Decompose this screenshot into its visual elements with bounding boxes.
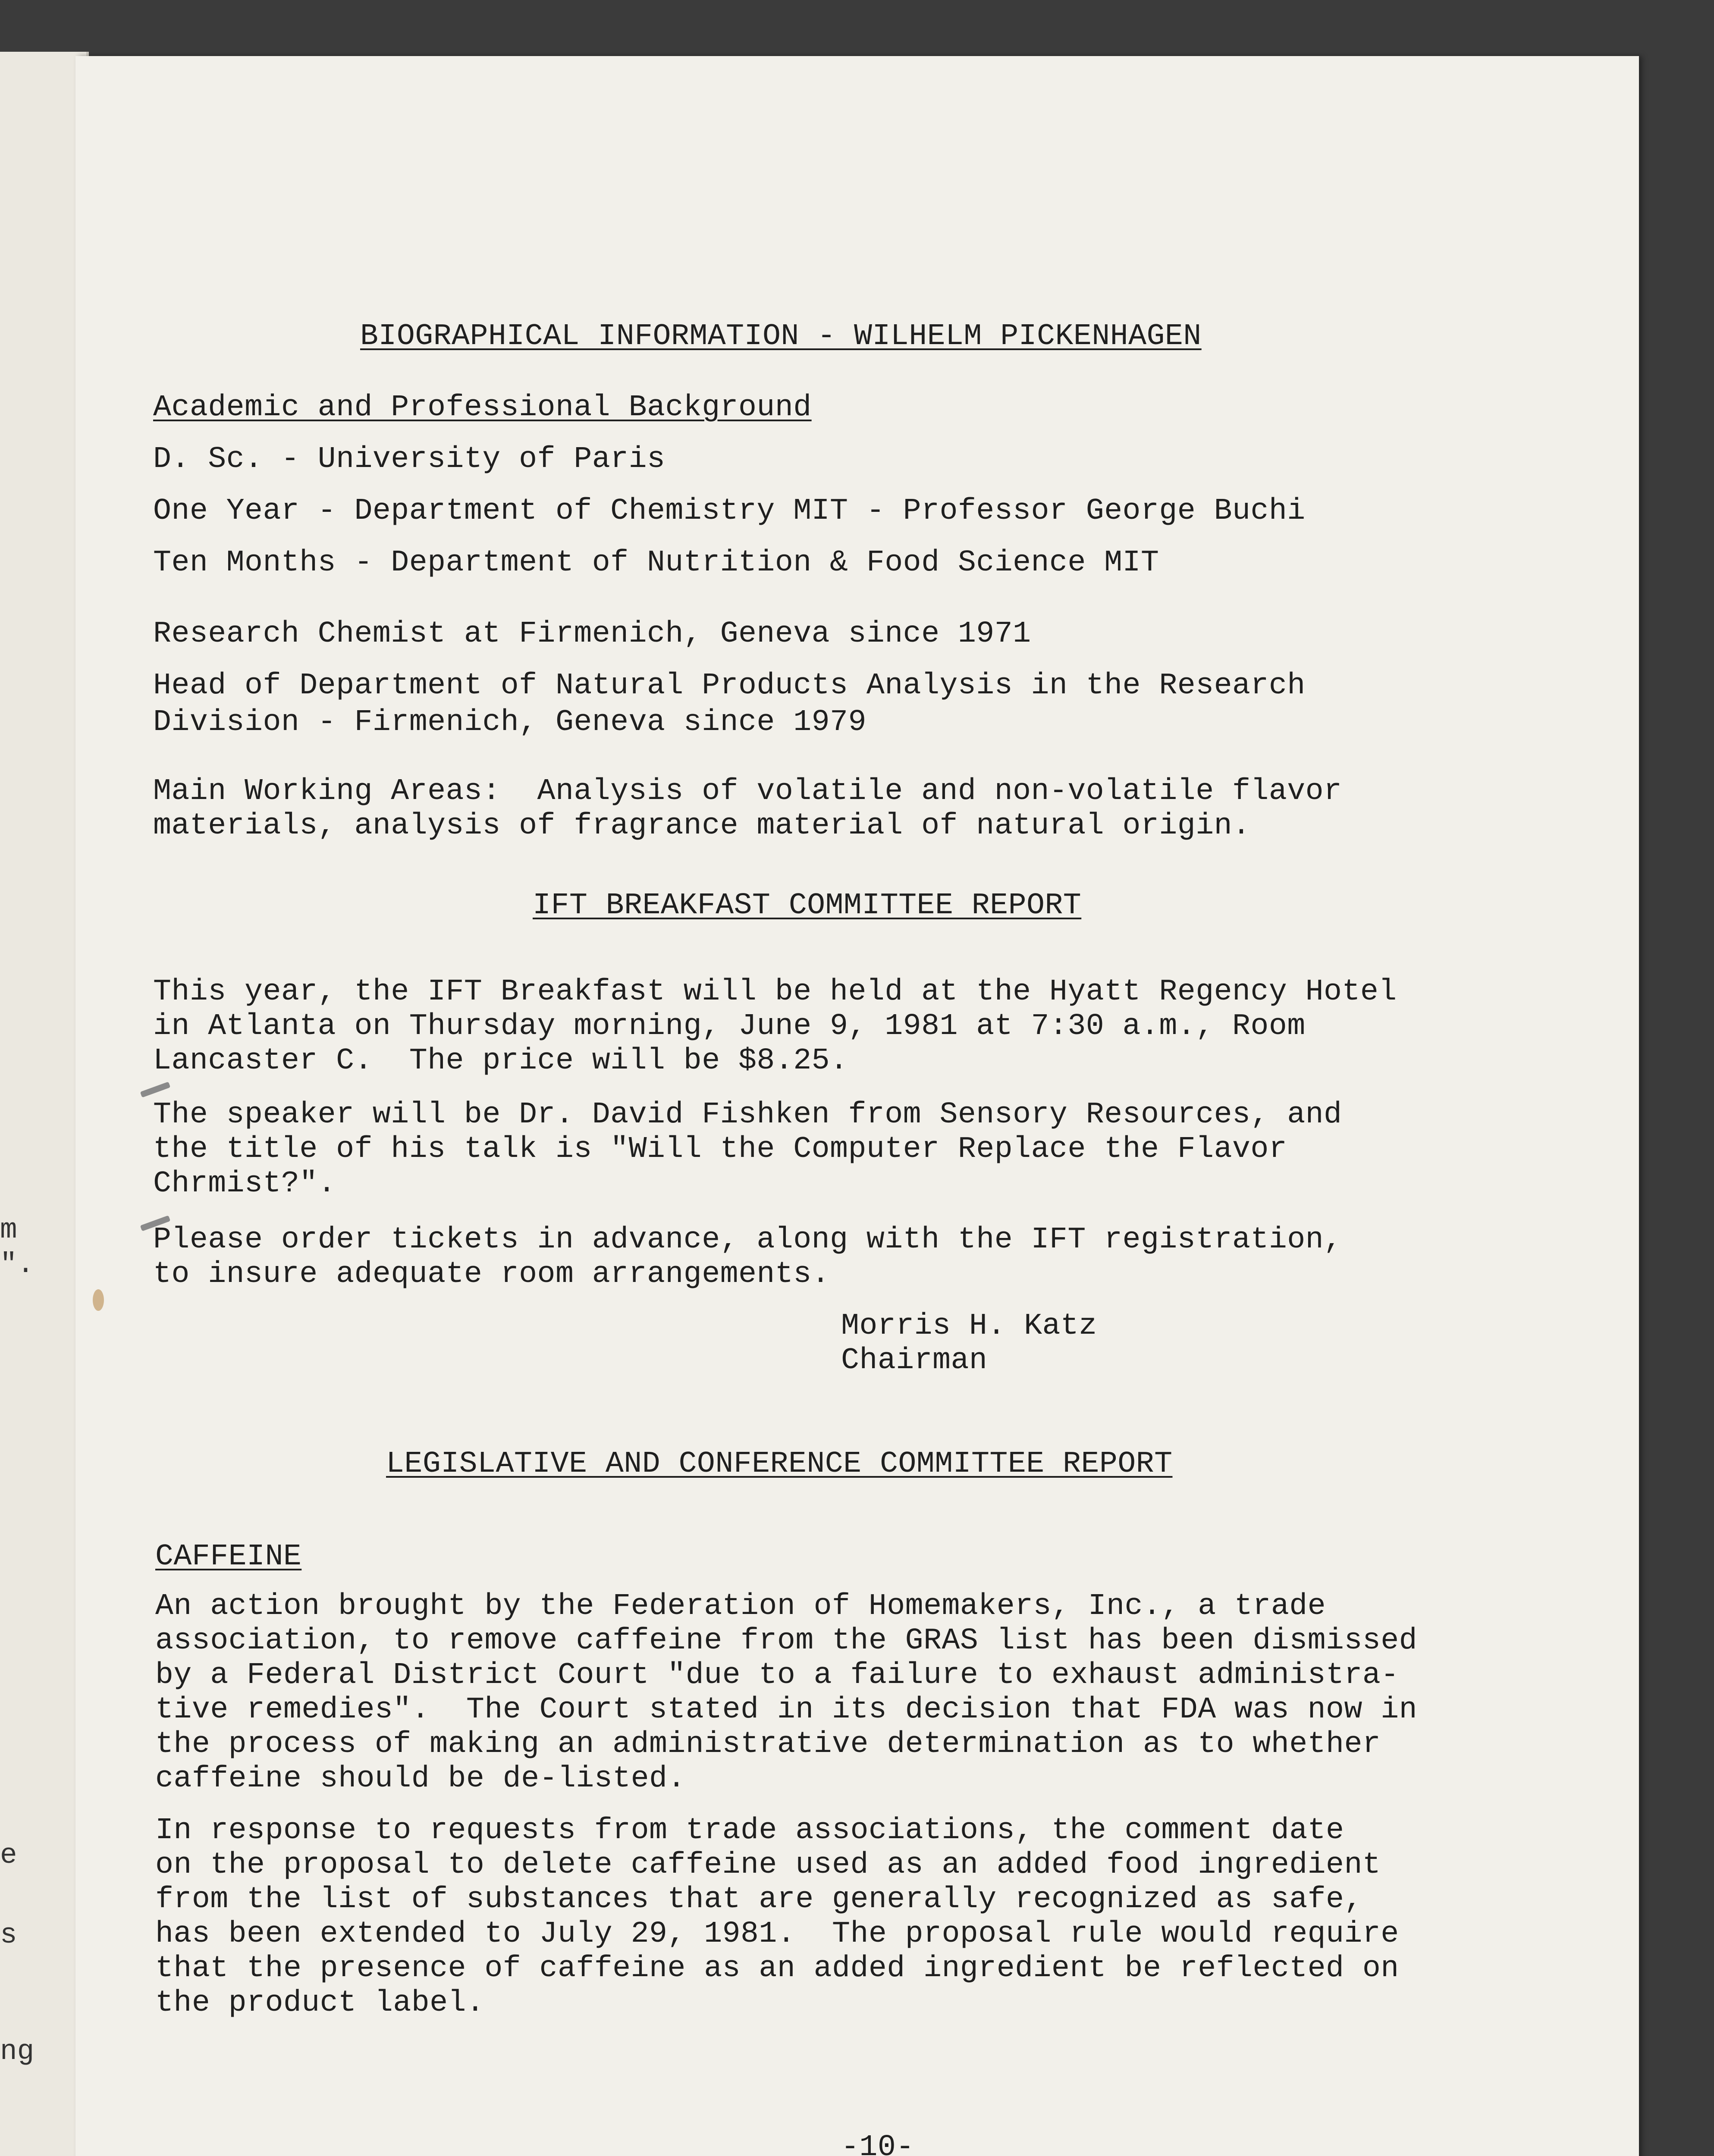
bio-line: Ten Months - Department of Nutrition & Food Science MIT: [153, 546, 1159, 580]
left-fragment: e: [0, 1839, 17, 1871]
caffeine-subheading: CAFFEINE: [155, 1540, 302, 1574]
document-page: [75, 56, 1639, 2156]
breakfast-line: The speaker will be Dr. David Fishken from Sensory Resources, and: [153, 1098, 1342, 1132]
signature-name: Morris H. Katz: [841, 1309, 1097, 1343]
left-fragment: ng: [0, 2035, 35, 2068]
signature-title: Chairman: [841, 1344, 988, 1378]
caffeine-line: association, to remove caffeine from the GRAS list has been dismissed: [155, 1624, 1418, 1658]
legislative-heading: LEGISLATIVE AND CONFERENCE COMMITTEE REPORT: [386, 1447, 1173, 1481]
caffeine-line: An action brought by the Federation of Homemakers, Inc., a trade: [155, 1589, 1326, 1623]
left-fragment: ".: [0, 1248, 35, 1281]
left-fragment: m: [0, 1214, 17, 1246]
caffeine-line: caffeine should be de-listed.: [155, 1762, 686, 1796]
bio-line: Head of Department of Natural Products Analysis in the Research: [153, 669, 1306, 703]
caffeine-line: the process of making an administrative determination as to whether: [155, 1727, 1381, 1761]
caffeine-line: from the list of substances that are generally recognized as safe,: [155, 1883, 1362, 1917]
caffeine-line: by a Federal District Court "due to a failure to exhaust administra-: [155, 1658, 1399, 1692]
bio-line: Division - Firmenich, Geneva since 1979: [153, 705, 866, 740]
left-fragment: s: [0, 1919, 17, 1951]
page-number: -10-: [841, 2131, 914, 2156]
bio-line: One Year - Department of Chemistry MIT - Professor George Buchi: [153, 494, 1306, 528]
breakfast-line: Please order tickets in advance, along with the IFT registration,: [153, 1223, 1342, 1257]
breakfast-line: in Atlanta on Thursday morning, June 9, 1981 at 7:30 a.m., Room: [153, 1009, 1306, 1044]
bio-line: Research Chemist at Firmenich, Geneva since 1971: [153, 617, 1031, 651]
caffeine-line: has been extended to July 29, 1981. The proposal rule would require: [155, 1917, 1399, 1951]
breakfast-line: the title of his talk is "Will the Computer Replace the Flavor: [153, 1132, 1287, 1166]
bio-heading: BIOGRAPHICAL INFORMATION - WILHELM PICKENHAGEN: [360, 320, 1202, 354]
breakfast-heading: IFT BREAKFAST COMMITTEE REPORT: [533, 889, 1082, 923]
bio-subheading: Academic and Professional Background: [153, 391, 812, 425]
breakfast-line: Chrmist?".: [153, 1167, 336, 1201]
breakfast-line: to insure adequate room arrangements.: [153, 1257, 830, 1291]
breakfast-line: Lancaster C. The price will be $8.25.: [153, 1044, 848, 1078]
bio-line: Main Working Areas: Analysis of volatile and non-volatile flavor: [153, 774, 1342, 808]
stain-spot: [93, 1289, 104, 1311]
bio-line: materials, analysis of fragrance material of natural origin.: [153, 809, 1251, 843]
caffeine-line: that the presence of caffeine as an added ingredient be reflected on: [155, 1952, 1399, 1986]
bio-line: D. Sc. - University of Paris: [153, 442, 666, 476]
staple-mark: [140, 1081, 171, 1097]
caffeine-line: tive remedies". The Court stated in its decision that FDA was now in: [155, 1693, 1418, 1727]
caffeine-line: the product label.: [155, 1986, 485, 2020]
caffeine-line: on the proposal to delete caffeine used as an added food ingredient: [155, 1848, 1381, 1882]
breakfast-line: This year, the IFT Breakfast will be held at the Hyatt Regency Hotel: [153, 975, 1397, 1009]
caffeine-line: In response to requests from trade associations, the comment date: [155, 1814, 1344, 1848]
